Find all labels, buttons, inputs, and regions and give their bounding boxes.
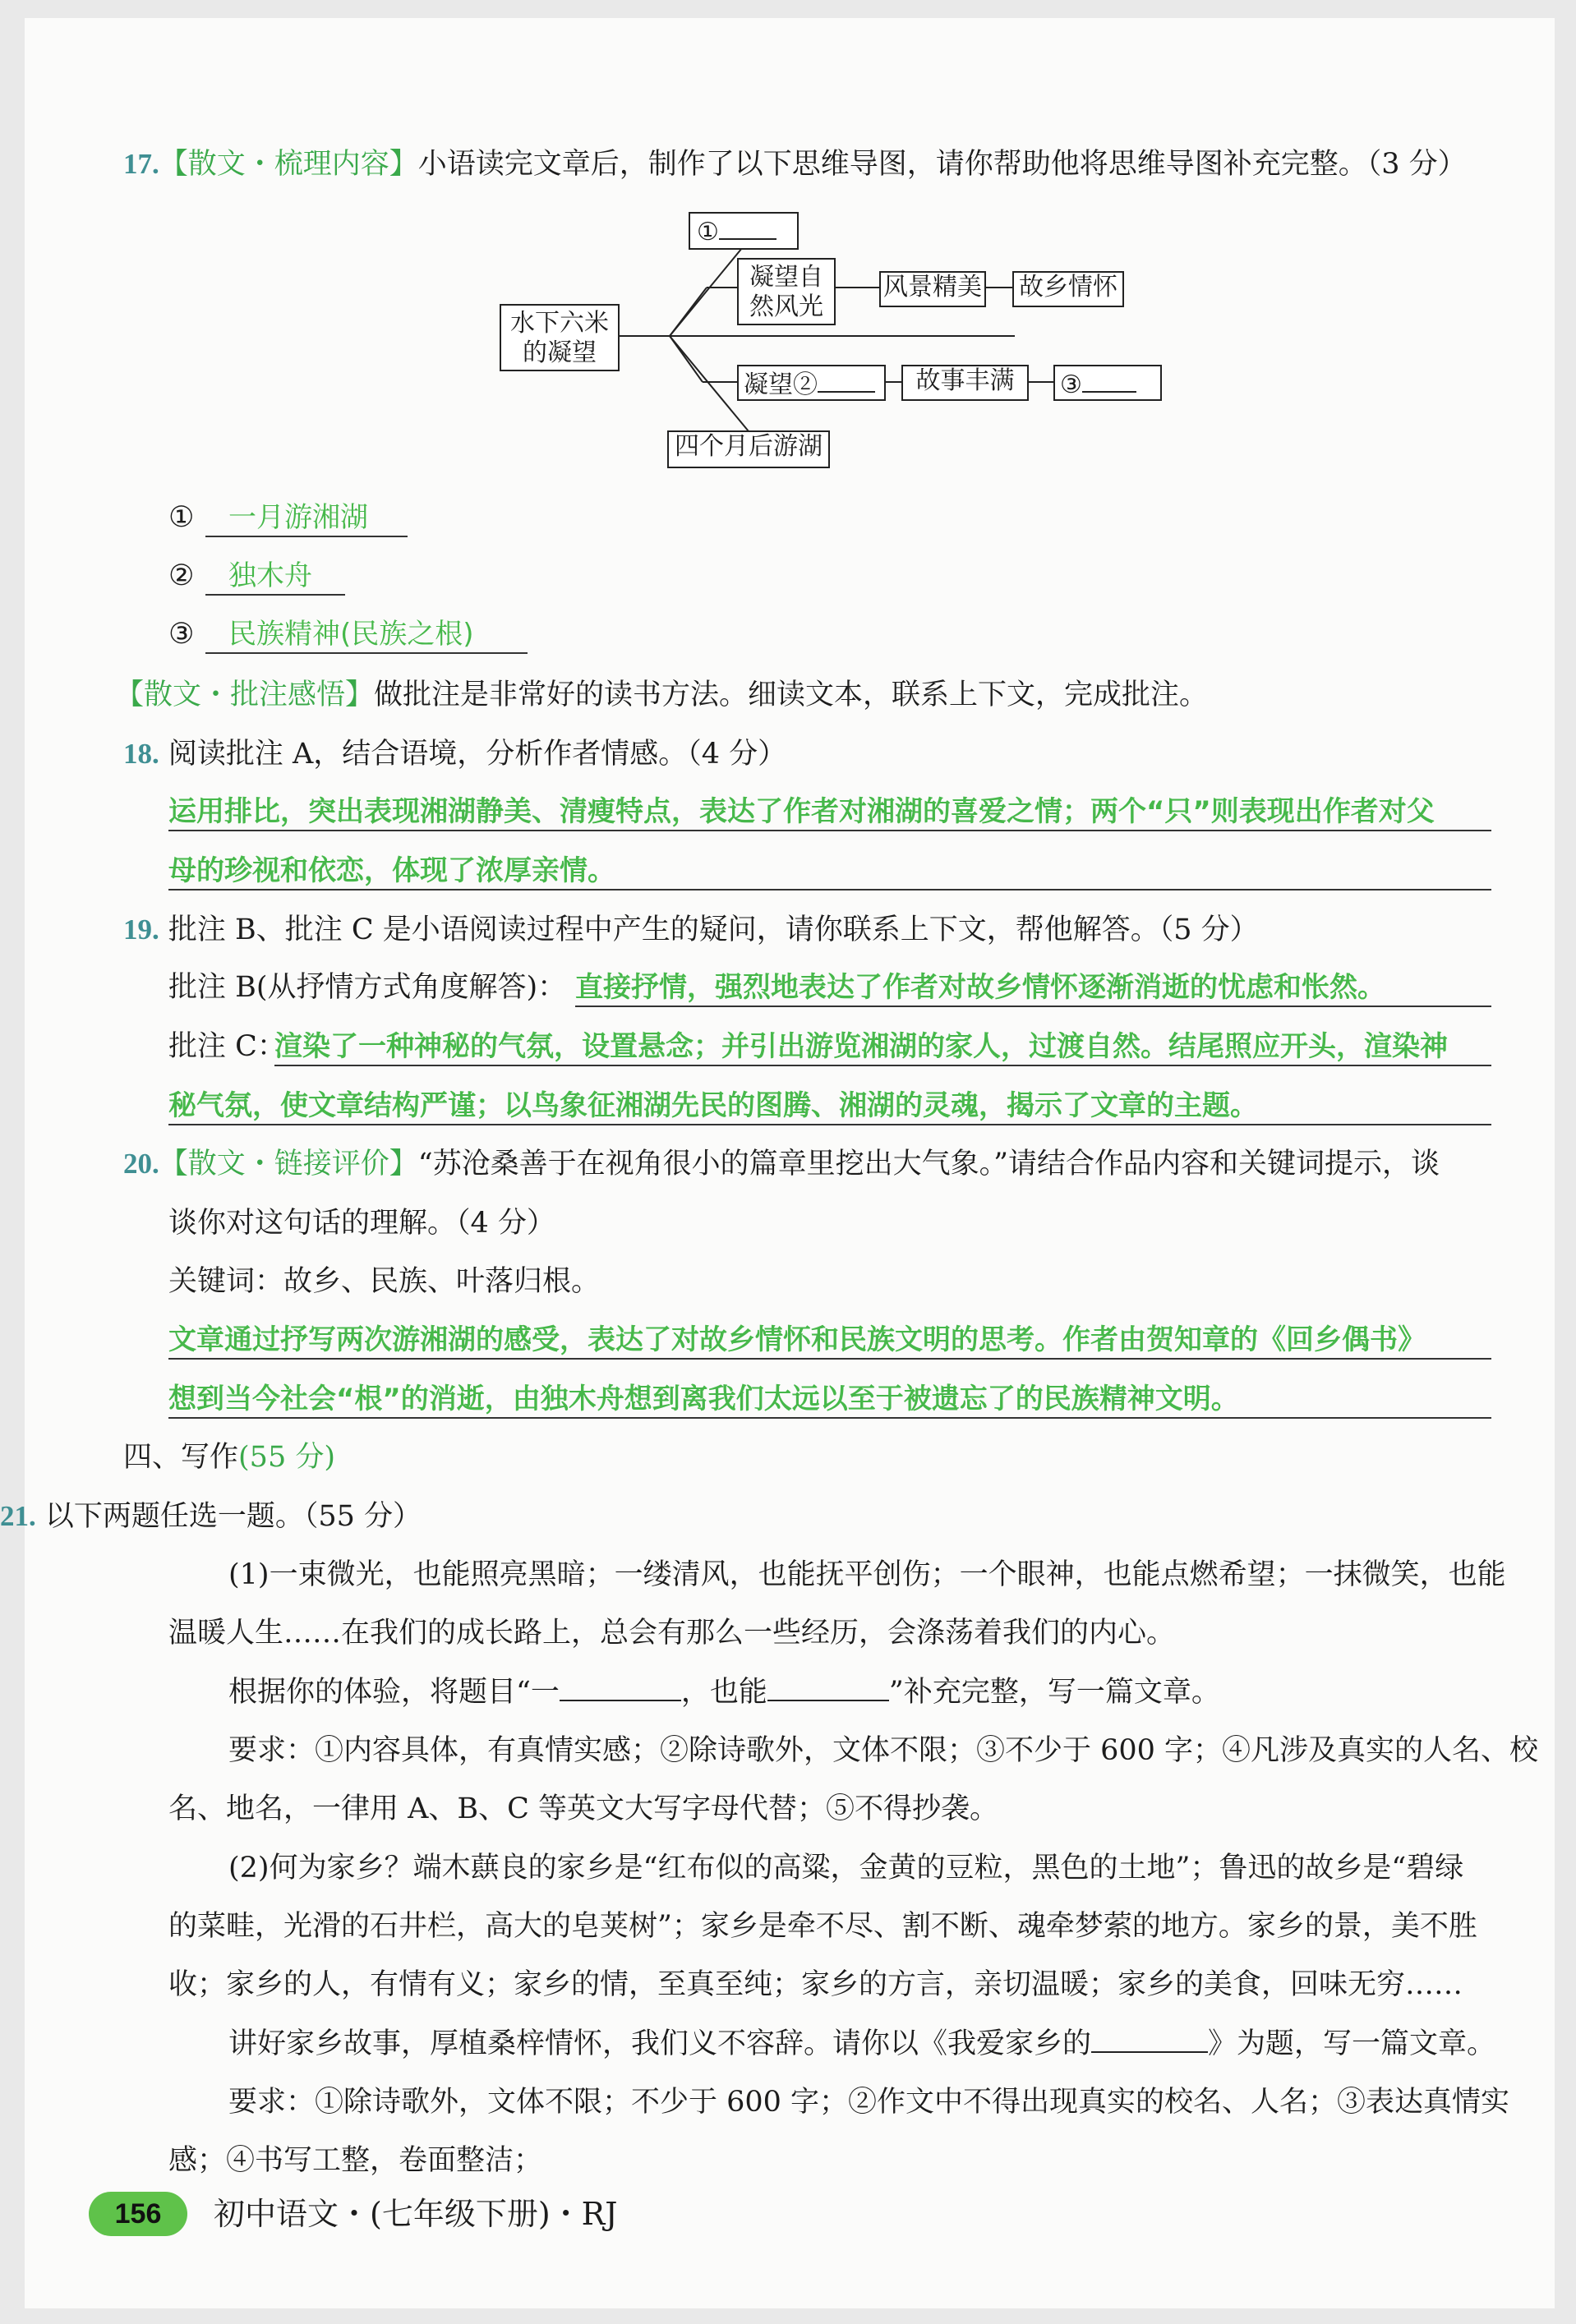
- mindmap-story: 故事丰满: [901, 365, 1029, 401]
- q19-c-answer-line-1: 渲染了一种神秘的气氛，设置悬念；并引出游览湘湖的家人，过渡自然。结尾照应开头，渲染神: [274, 1030, 1448, 1063]
- q19-c-answer-line-2: 秘气氛，使文章结构严谨；以鸟象征湘湖先民的图腾、湘湖的灵魂，揭示了文章的主题。: [168, 1089, 1258, 1122]
- q20-keywords: 关键词：故乡、民族、叶落归根。: [168, 1265, 601, 1298]
- question-number: 17.: [123, 148, 159, 180]
- answer-underline: [168, 1124, 1491, 1125]
- answer-mark-1: ①: [168, 501, 195, 534]
- answer-line-2: [205, 594, 345, 596]
- answer-underline: [168, 1417, 1491, 1419]
- q19-b-answer: 直接抒情，强烈地表达了作者对故乡情怀逐渐消逝的忧虑和怅然。: [575, 971, 1385, 1004]
- answer-mark-3: ③: [168, 618, 195, 651]
- page-number-badge: 156: [89, 2192, 187, 2236]
- mindmap-root: 水下六米的凝望: [500, 304, 620, 371]
- q21-p2-line-6: 感；④书写工整，卷面整洁；: [168, 2144, 543, 2177]
- footer-title: 初中语文・(七年级下册)・RJ: [214, 2196, 618, 2232]
- mindmap-scenery: 风景精美: [879, 271, 986, 307]
- question-tag: 【散文・梳理内容】: [159, 148, 418, 181]
- annotation-intro: 【散文・批注感悟】做批注是非常好的读书方法。细读文本，联系上下文，完成批注。: [115, 679, 1209, 711]
- q21-p2-line-1: (2)何为家乡？端木蕻良的家乡是“红布似的高粱，金黄的豆粒，黑色的土地”；鲁迅的故乡是“碧绿: [228, 1852, 1464, 1885]
- q19-line: 19. 批注 B、批注 C 是小语阅读过程中产生的疑问，请你联系上下文，帮他解答。（5 分）: [123, 913, 1259, 946]
- mindmap-bottom-node: 四个月后游湖: [667, 430, 830, 468]
- answer-underline: [168, 1358, 1491, 1360]
- q21-p1-line-4: 要求：①内容具体，有真情实感；②除诗歌外，文体不限；③不少于 600 字；④凡涉及真实的人名、校: [228, 1734, 1539, 1767]
- answer-line-3: [205, 652, 528, 654]
- question-text: 小语读完文章后，制作了以下思维导图，请你帮助他将思维导图补充完整。（3 分）: [417, 148, 1467, 181]
- q20-answer-line-2: 想到当今社会“根”的消逝，由独木舟想到离我们太远以至于被遗忘了的民族精神文明。: [168, 1383, 1239, 1415]
- q18-answer-line-1: 运用排比，突出表现湘湖静美、清瘦特点，表达了作者对湘湖的喜爱之情；两个“只”则表现出作者对父: [168, 795, 1435, 828]
- mindmap-node-3: ③: [1053, 365, 1162, 401]
- answer-underline: [168, 830, 1491, 831]
- q21-p1-line-5: 名、地名，一律用 A、B、C 等英文大写字母代替；⑤不得抄袭。: [168, 1792, 999, 1825]
- q21-p2-line-2: 的菜畦，光滑的石井栏，高大的皂荚树”；家乡是牵不尽、割不断、魂牵梦萦的地方。家乡的景，美不胜: [168, 1910, 1477, 1943]
- q21-p2-line-3: 收；家乡的人，有情有义；家乡的情，至真至纯；家乡的方言，亲切温暖；家乡的美食，回味无穷……: [168, 1968, 1463, 2001]
- q21-p2-line-5: 要求：①除诗歌外，文体不限；不少于 600 字；②作文中不得出现真实的校名、人名；③表达真情实: [228, 2086, 1510, 2119]
- answer-2: 独木舟: [228, 559, 312, 592]
- q18-line: 18. 阅读批注 A，结合语境，分析作者情感。（4 分）: [123, 738, 787, 771]
- mindmap-upper-node: 凝望自然风光: [737, 258, 836, 325]
- mindmap-node-1: ①: [689, 212, 799, 250]
- answer-underline: [168, 889, 1491, 890]
- q20-answer-line-1: 文章通过抒写两次游湘湖的感受，表达了对故乡情怀和民族文明的思考。作者由贺知章的《回乡偶书》: [168, 1323, 1426, 1356]
- mindmap-node-2: 凝望②: [737, 365, 886, 401]
- q18-answer-line-2: 母的珍视和依恋，体现了浓厚亲情。: [168, 854, 615, 887]
- mindmap-hometown: 故乡情怀: [1012, 271, 1124, 307]
- answer-underline: [274, 1065, 1491, 1066]
- answer-1: 一月游湘湖: [228, 501, 368, 534]
- q21-line: 21. 以下两题任选一题。（55 分）: [0, 1500, 422, 1533]
- q21-p1-line-1: (1)一束微光，也能照亮黑暗；一缕清风，也能抚平创伤；一个眼神，也能点燃希望；一抹微笑，也能: [228, 1558, 1506, 1591]
- q19-b-label: 批注 B(从抒情方式角度解答)：: [168, 971, 567, 1004]
- q21-p2-line-4: 讲好家乡故事，厚植桑梓情怀，我们义不容辞。请你以《我爱家乡的 》为题，写一篇文章。: [228, 2027, 1496, 2060]
- answer-3: 民族精神(民族之根): [228, 618, 474, 651]
- q20-line-1: 20.【散文・链接评价】“苏沧桑善于在视角很小的篇章里挖出大气象。”请结合作品内容和关键词提示，谈: [123, 1148, 1440, 1180]
- q21-p1-line-2: 温暖人生……在我们的成长路上，总会有那么一些经历，会涤荡着我们的内心。: [168, 1617, 1176, 1650]
- answer-mark-2: ②: [168, 559, 195, 592]
- answer-line-1: [205, 536, 408, 537]
- answer-underline: [575, 1006, 1491, 1007]
- section-heading: 四、写作(55 分): [123, 1441, 335, 1474]
- q21-p1-line-3: 根据你的体验，将题目“一 ，也能 ”补充完整，写一篇文章。: [228, 1676, 1220, 1709]
- q19-c-label: 批注 C：: [168, 1030, 286, 1063]
- q20-line-2: 谈你对这句话的理解。（4 分）: [168, 1207, 555, 1240]
